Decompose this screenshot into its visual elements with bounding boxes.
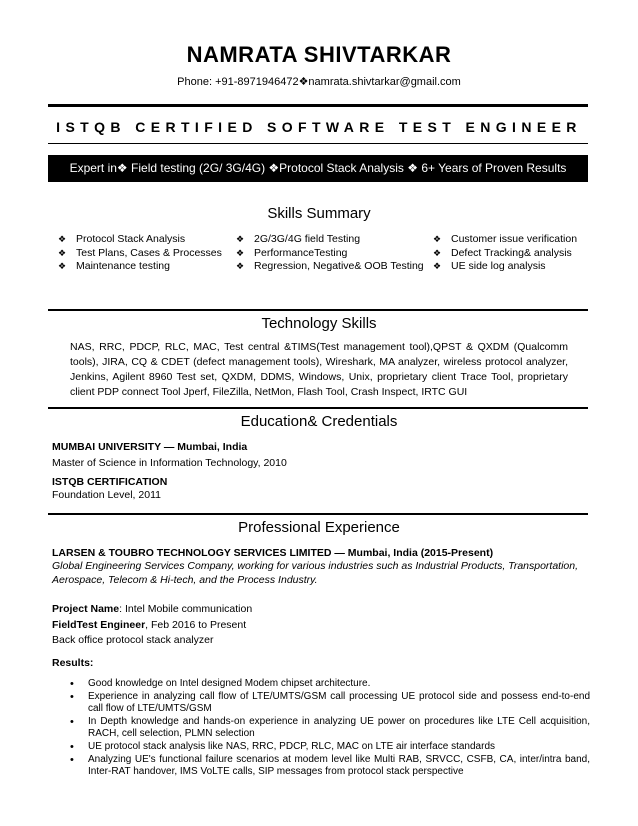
diamond-bullet-icon: ❖: [433, 247, 442, 258]
skill-item: ❖ Maintenance testing: [58, 260, 170, 272]
education-title: Education& Credentials: [240, 413, 398, 430]
company-line: LARSEN & TOUBRO TECHNOLOGY SERVICES LIMITED — Mumbai, India (2015-Present): [52, 547, 494, 559]
project-value: : Intel Mobile communication: [119, 603, 253, 615]
project-line: [52, 602, 592, 616]
diamond-bullet-icon: ❖: [236, 261, 245, 271]
contact-line: Phone: +91-8971946472❖namrata.shivtarkar@gmail.com: [177, 76, 461, 88]
experience-rule: [48, 513, 588, 515]
result-item: • UE protocol stack analysis like NAS, RRC, PDCP, RLC, MAC on LTE air interface standards: [88, 741, 590, 754]
result-item: • In Depth knowledge and hands-on experience in analyzing UE power on procedures like LTE Cell acquisition, RACH, cell selection, PLMN selection: [88, 716, 590, 741]
skill-item: ❖ Regression, Negative& OOB Testing: [236, 260, 424, 272]
education-rule: [48, 407, 588, 409]
skill-item: ❖ Test Plans, Cases & Processes: [58, 246, 222, 259]
expertise-banner: Expert in❖ Field testing (2G/ 3G/4G) ❖Protocol Stack Analysis ❖ 6+ Years of Proven Results: [48, 155, 588, 182]
university-name: MUMBAI UNIVERSITY — Mumbai, India: [52, 441, 248, 453]
skill-item: ❖ Defect Tracking& analysis: [433, 246, 572, 259]
technology-skills-title: Technology Skills: [261, 315, 377, 332]
skill-item: ❖ 2G/3G/4G field Testing: [236, 233, 361, 245]
candidate-name: NAMRATA SHIVTARKAR: [186, 42, 452, 67]
certification-level: Foundation Level, 2011: [52, 489, 161, 501]
headline-title: ISTQB CERTIFIED SOFTWARE TEST ENGINEER: [56, 119, 582, 135]
degree: Master of Science in Information Technology, 2010: [52, 457, 287, 469]
skills-summary-title: Skills Summary: [267, 205, 371, 222]
results-list: [52, 678, 590, 779]
skill-item: ❖ Protocol Stack Analysis: [58, 233, 186, 245]
role-description: Back office protocol stack analyzer: [52, 634, 214, 646]
skill-item: ❖ Customer issue verification: [433, 233, 578, 245]
certification-name: ISTQB CERTIFICATION: [52, 476, 168, 488]
diamond-bullet-icon: ❖: [58, 261, 67, 271]
project-label: Project Name: [52, 603, 120, 615]
role-line: [52, 618, 592, 632]
diamond-bullet-icon: ❖: [58, 234, 67, 244]
skills-column-1: [58, 233, 222, 274]
skill-item: ❖ UE side log analysis: [433, 260, 546, 272]
diamond-bullet-icon: ❖: [58, 247, 67, 258]
results-label: Results:: [52, 657, 94, 669]
diamond-bullet-icon: ❖: [236, 234, 245, 244]
skill-item: ❖ PerformanceTesting: [236, 246, 348, 259]
diamond-bullet-icon: ❖: [433, 234, 442, 244]
result-item: • Analyzing UE's functional failure scenarios at modem level like Multi RAB, SRVCC, CSFB, CA, inter/intra band, Inter-RAT handover, IMS VoLTE calls, SIP messages from protocol stack perspective: [88, 754, 590, 779]
technology-skills-text: NAS, RRC, PDCP, RLC, MAC, Test central &TIMS(Test management tool),QPST & QXDM (Qualcomm tools), JIRA, CQ & CDET (defect management tools), Wireshark, MA analyzer, wireless protocol analyzer, Jenkins, Agilent 8960 Test set, QXDM, DDMS, Windows, Unix, proprietary client Trace Tool, proprietary client PDP connect Tool Jperf, FileZilla, NetMon, Flash Tool, Crash Inspect, IRTC GUI: [70, 341, 568, 398]
role-label: FieldTest Engineer: [52, 619, 146, 631]
diamond-bullet-icon: ❖: [433, 261, 442, 271]
experience-title: Professional Experience: [238, 519, 400, 536]
company-description: Global Engineering Services Company, working for various industries such as Industrial Products, Transportation, Aerospace, Telecom & Hi-tech, and the Process Industry.: [52, 560, 579, 586]
skills-column-2: [236, 233, 424, 274]
technology-rule: [48, 309, 588, 311]
skills-column-3: [433, 233, 577, 274]
result-item: • Experience in analyzing call flow of LTE/UMTS/GSM call processing UE protocol side and possess end-to-end call flow of LTE/UMTS/GSM: [88, 691, 590, 716]
headline-rule-bottom: [48, 143, 588, 144]
role-value: , Feb 2016 to Present: [145, 619, 247, 631]
result-item: • Good knowledge on Intel designed Modem chipset architecture.: [88, 678, 590, 691]
top-rule: [48, 104, 588, 107]
diamond-bullet-icon: ❖: [236, 247, 245, 258]
